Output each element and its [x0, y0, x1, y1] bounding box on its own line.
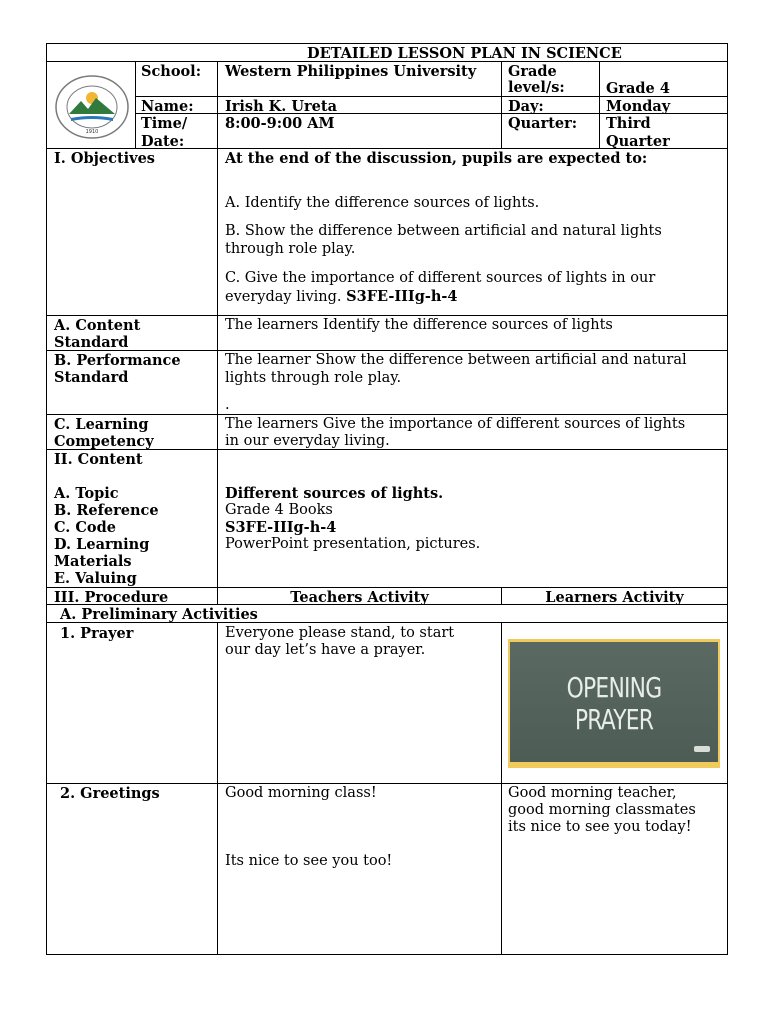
learning-competency-value-2: in our everyday living.: [225, 433, 390, 449]
topic-value: Different sources of lights.: [225, 485, 444, 502]
objective-c-cont: everyday living. S3FE-IIIg-h-4: [225, 288, 458, 305]
opening-prayer-image: [508, 639, 720, 768]
school-value: Western Philippines University: [225, 63, 477, 80]
objective-b-cont: through role play.: [225, 241, 356, 257]
procedure-header: III. Procedure: [54, 589, 169, 606]
reference-label: B. Reference: [54, 502, 159, 519]
greetings-learner-text: Good morning teacher,: [508, 785, 677, 801]
objectives-intro: At the end of the discussion, pupils are expected to:: [225, 150, 648, 167]
date-label: Date:: [141, 133, 185, 150]
learning-competency-label: C. Learning: [54, 416, 149, 433]
name-label: Name:: [141, 98, 194, 115]
day-value: Monday: [606, 98, 671, 115]
objective-a: A. Identify the difference sources of lights.: [225, 195, 540, 211]
performance-standard-value-3: .: [225, 397, 230, 413]
quarter-value: Third: [606, 115, 651, 132]
materials-value: PowerPoint presentation, pictures.: [225, 536, 481, 552]
chalkboard-text-line1: OPENING: [566, 671, 662, 704]
grade-value: Grade 4: [606, 80, 670, 97]
name-value: Irish K. Ureta: [225, 98, 337, 115]
learning-competency-label-2: Competency: [54, 433, 154, 450]
greetings-learner-text-2: good morning classmates: [508, 802, 696, 818]
chalkboard-text-line2: PRAYER: [574, 703, 654, 736]
grade-label: Grade: [508, 63, 557, 80]
time-value: 8:00-9:00 AM: [225, 115, 335, 132]
objectives-label: I. Objectives: [54, 150, 155, 167]
prayer-label: 1. Prayer: [60, 625, 134, 642]
objective-code: S3FE-IIIg-h-4: [346, 288, 458, 305]
performance-standard-label-2: Standard: [54, 369, 129, 386]
quarter-label: Quarter:: [508, 115, 578, 132]
table-border-right: [727, 43, 728, 955]
code-label: C. Code: [54, 519, 116, 536]
svg-text:1910: 1910: [85, 129, 99, 135]
table-border-bottom: [46, 954, 728, 955]
grade-label-2: level/s:: [508, 79, 565, 96]
content-label: II. Content: [54, 451, 143, 468]
greetings-teacher-text: Good morning class!: [225, 785, 377, 801]
greetings-teacher-text-2: Its nice to see you too!: [225, 853, 393, 869]
university-seal-logo: [54, 74, 130, 140]
content-standard-value: The learners Identify the difference sources of lights: [225, 317, 613, 333]
materials-label: D. Learning: [54, 536, 150, 553]
objective-c: C. Give the importance of different sources of lights in our: [225, 270, 656, 286]
school-label: School:: [141, 63, 202, 80]
time-label: Time/: [141, 115, 188, 132]
table-border-left: [46, 43, 47, 955]
valuing-label: E. Valuing: [54, 570, 137, 587]
objective-b: B. Show the difference between artificial and natural lights: [225, 223, 662, 239]
greetings-label: 2. Greetings: [60, 785, 160, 802]
performance-standard-value-2: lights through role play.: [225, 370, 402, 386]
quarter-value-2: Quarter: [606, 133, 670, 150]
prayer-teacher-text-2: our day let’s have a prayer.: [225, 642, 426, 658]
topic-label: A. Topic: [54, 485, 119, 502]
content-standard-label-2: Standard: [54, 334, 129, 351]
table-border-top: [46, 43, 728, 44]
preliminary-activities-header: A. Preliminary Activities: [60, 606, 258, 623]
reference-value: Grade 4 Books: [225, 502, 333, 518]
performance-standard-label: B. Performance: [54, 352, 181, 369]
code-value: S3FE-IIIg-h-4: [225, 519, 337, 536]
page-title: DETAILED LESSON PLAN IN SCIENCE: [307, 45, 622, 62]
learning-competency-value: The learners Give the importance of different sources of lights: [225, 416, 686, 432]
materials-label-2: Materials: [54, 553, 132, 570]
performance-standard-value: The learner Show the difference between artificial and natural: [225, 352, 687, 368]
learners-activity-header: Learners Activity: [545, 589, 684, 606]
eraser-icon: [694, 746, 710, 752]
day-label: Day:: [508, 98, 544, 115]
prayer-teacher-text: Everyone please stand, to start: [225, 625, 455, 641]
chalkboard: [510, 642, 718, 762]
content-standard-label: A. Content: [54, 317, 141, 334]
teachers-activity-header: Teachers Activity: [290, 589, 429, 606]
greetings-learner-text-3: its nice to see you today!: [508, 819, 692, 835]
